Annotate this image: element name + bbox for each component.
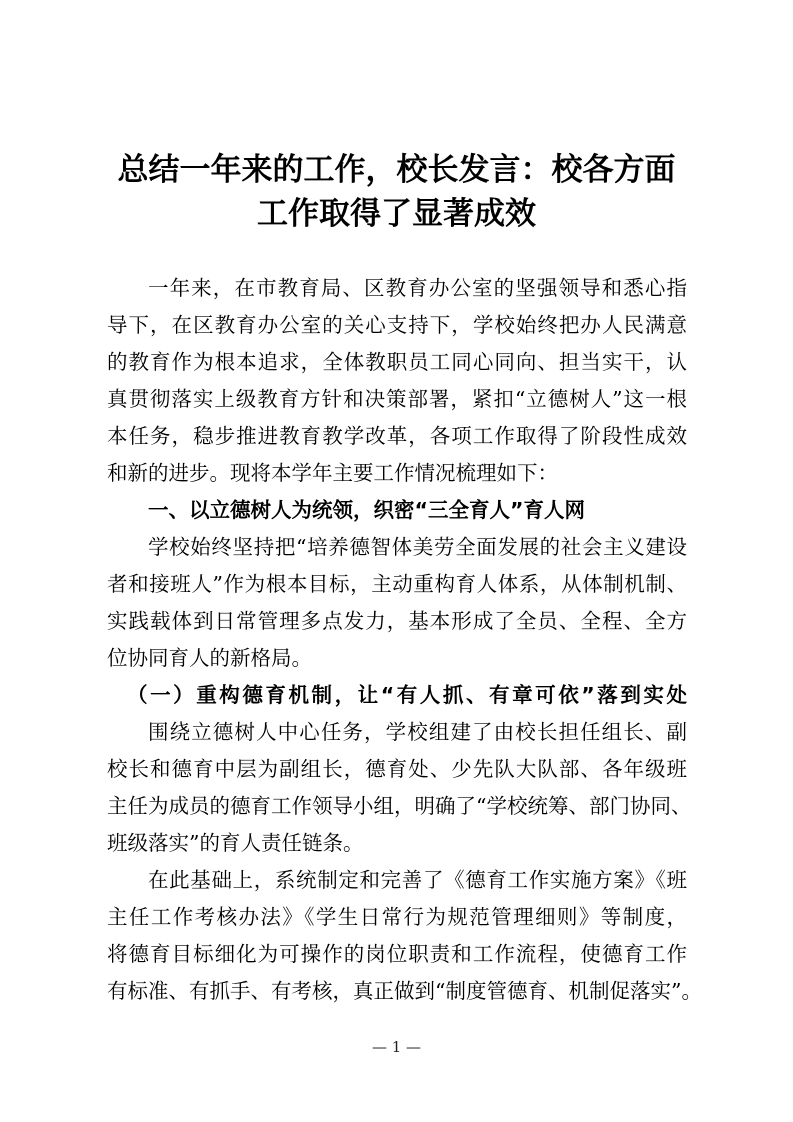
text-line: 围绕立德树人中心任务，学校组建了由校长担任组长、副 — [148, 720, 687, 744]
text-line: 学校始终坚持把“培养德智体美劳全面发展的社会主义建设 — [148, 535, 687, 559]
text-line: 有标准、有抓手、有考核，真正做到“制度管德育、机制促落实”。 — [107, 979, 702, 1003]
text-line: 真贯彻落实上级教育方针和决策部署，紧扣“立德树人”这一根 — [107, 387, 687, 411]
section-heading-1: 一、以立德树人为统领，织密“三全育人”育人网 — [148, 498, 585, 522]
document-body — [107, 270, 702, 1010]
text-line: 在此基础上，系统制定和完善了《德育工作实施方案》《班 — [148, 868, 687, 892]
text-line: 将德育目标细化为可操作的岗位职责和工作流程，使德育工作 — [107, 942, 687, 966]
paragraph-intro — [107, 270, 687, 492]
text-line: 实践载体到日常管理多点发力，基本形成了全员、全程、全方 — [107, 609, 687, 633]
text-line: 校长和德育中层为副组长，德育处、少先队大队部、各年级班 — [107, 757, 687, 781]
page-number: — 1 — — [371, 1038, 422, 1056]
text-line: 主任工作考核办法》《学生日常行为规范管理细则》等制度， — [107, 905, 687, 929]
text-line: 和新的进步。现将本学年主要工作情况梳理如下： — [107, 461, 558, 485]
text-line: 导下，在区教育办公室的关心支持下，学校始终把办人民满意 — [107, 313, 687, 337]
paragraph-leadership-group — [107, 714, 692, 862]
text-line: 主任为成员的德育工作领导小组，明确了“学校统筹、部门协同、 — [107, 794, 692, 818]
text-line: 班级落实”的育人责任链条。 — [107, 831, 364, 855]
paragraph-regulations — [107, 862, 702, 1010]
title-line-1: 总结一年来的工作，校长发言：校各方面 — [117, 152, 676, 188]
text-line: 位协同育人的新格局。 — [107, 646, 312, 670]
subsection-heading-1: （一）重构德育机制，让“有人抓、有章可依”落到实处 — [127, 683, 687, 707]
text-line: 一年来，在市教育局、区教育办公室的坚强领导和悉心指 — [148, 276, 687, 300]
document-title — [100, 148, 693, 236]
paragraph-section-1-intro — [107, 529, 687, 677]
text-line: 本任务，稳步推进教育教学改革，各项工作取得了阶段性成效 — [107, 424, 687, 448]
title-line-2: 工作取得了显著成效 — [257, 196, 536, 232]
text-line: 者和接班人”作为根本目标，主动重构育人体系，从体制机制、 — [107, 572, 687, 596]
text-line: 的教育作为根本追求，全体教职员工同心同向、担当实干，认 — [107, 350, 687, 374]
